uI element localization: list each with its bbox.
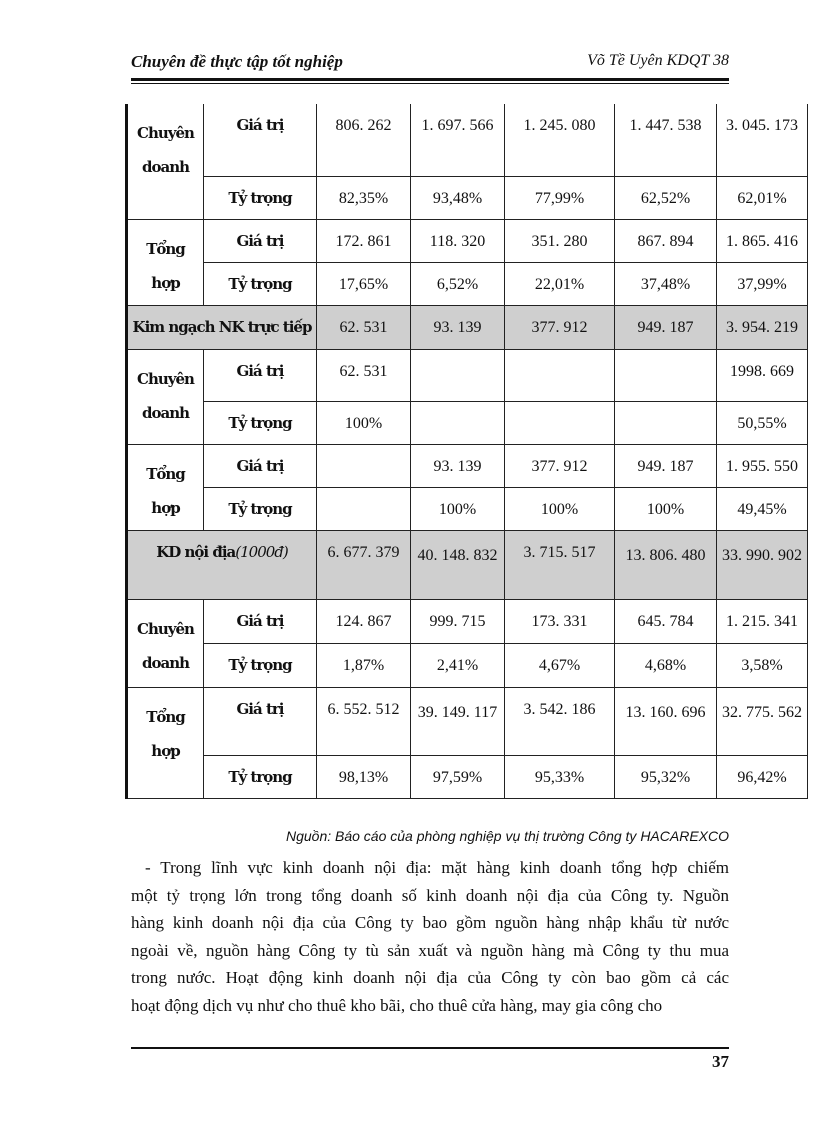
value-cell bbox=[317, 487, 411, 530]
value-cell: 172. 861 bbox=[317, 219, 411, 262]
value-cell bbox=[505, 401, 615, 444]
table-row bbox=[127, 104, 808, 176]
value-cell bbox=[411, 349, 505, 401]
value-cell: 33. 990. 902 bbox=[717, 530, 808, 599]
value-cell: 1998. 669 bbox=[717, 349, 808, 401]
group-label: Chuyên doanh bbox=[127, 349, 204, 444]
value-cell: 6. 677. 379 bbox=[317, 530, 411, 599]
paragraph-line: - Trong lĩnh vực kinh doanh nội địa: mặt hàng kinh doanh tổng hợp chiếm bbox=[145, 858, 729, 877]
metric-label: Giá trị bbox=[204, 687, 317, 755]
value-cell: 95,33% bbox=[505, 755, 615, 798]
value-cell: 6. 552. 512 bbox=[317, 687, 411, 755]
value-cell: 949. 187 bbox=[615, 444, 717, 487]
paragraph-line: hoạt động dịch vụ như cho thuê kho bãi, cho thuê cửa hàng, may gia công cho bbox=[131, 995, 663, 1015]
value-cell: 93,48% bbox=[411, 176, 505, 219]
section-title: KD nội địa bbox=[156, 542, 236, 561]
value-cell: 173. 331 bbox=[505, 599, 615, 643]
body-paragraph bbox=[131, 854, 729, 1019]
value-cell: 96,42% bbox=[717, 755, 808, 798]
section-label bbox=[127, 530, 317, 599]
metric-label: Tỷ trọng bbox=[204, 643, 317, 687]
value-cell: 17,65% bbox=[317, 262, 411, 305]
value-cell: 100% bbox=[615, 487, 717, 530]
value-cell: 37,48% bbox=[615, 262, 717, 305]
value-cell: 13. 806. 480 bbox=[615, 530, 717, 599]
value-cell: 39. 149. 117 bbox=[411, 687, 505, 755]
metric-label: Tỷ trọng bbox=[204, 755, 317, 798]
group-label: Chuyên doanh bbox=[127, 104, 204, 219]
header-rule-thin bbox=[131, 83, 729, 84]
value-cell: 867. 894 bbox=[615, 219, 717, 262]
value-cell: 124. 867 bbox=[317, 599, 411, 643]
value-cell bbox=[317, 444, 411, 487]
metric-label: Tỷ trọng bbox=[204, 176, 317, 219]
paragraph-line: ngoài về, nguồn hàng Công ty tù sản xuất và nguồn hàng mà Công ty thu mua bbox=[131, 940, 729, 960]
value-cell: 351. 280 bbox=[505, 219, 615, 262]
value-cell: 37,99% bbox=[717, 262, 808, 305]
value-cell: 645. 784 bbox=[615, 599, 717, 643]
table-section-row bbox=[127, 305, 808, 349]
value-cell: 13. 160. 696 bbox=[615, 687, 717, 755]
paragraph-line: một tỷ trọng lớn trong tổng doanh số kinh doanh nội địa của Công ty. Nguồn bbox=[131, 885, 729, 905]
group-label: Chuyên doanh bbox=[127, 599, 204, 687]
value-cell: 806. 262 bbox=[317, 104, 411, 176]
table-row bbox=[127, 262, 808, 305]
value-cell: 1. 697. 566 bbox=[411, 104, 505, 176]
value-cell: 1. 447. 538 bbox=[615, 104, 717, 176]
section-title: Kim ngạch NK trực tiếp bbox=[132, 317, 312, 336]
table-section-row bbox=[127, 530, 808, 599]
value-cell: 6,52% bbox=[411, 262, 505, 305]
table-row bbox=[127, 219, 808, 262]
metric-label: Giá trị bbox=[204, 349, 317, 401]
value-cell: 1. 215. 341 bbox=[717, 599, 808, 643]
value-cell: 62,01% bbox=[717, 176, 808, 219]
value-cell: 49,45% bbox=[717, 487, 808, 530]
table-row bbox=[127, 487, 808, 530]
value-cell: 4,68% bbox=[615, 643, 717, 687]
metric-label: Giá trị bbox=[204, 104, 317, 176]
value-cell: 118. 320 bbox=[411, 219, 505, 262]
page-header bbox=[131, 50, 729, 78]
value-cell: 100% bbox=[317, 401, 411, 444]
section-label bbox=[127, 305, 317, 349]
value-cell: 2,41% bbox=[411, 643, 505, 687]
metric-label: Tỷ trọng bbox=[204, 262, 317, 305]
table-row bbox=[127, 687, 808, 755]
value-cell: 62. 531 bbox=[317, 349, 411, 401]
value-cell: 4,67% bbox=[505, 643, 615, 687]
metric-label: Giá trị bbox=[204, 599, 317, 643]
group-label: Tổng hợp bbox=[127, 219, 204, 305]
value-cell: 82,35% bbox=[317, 176, 411, 219]
value-cell: 1. 865. 416 bbox=[717, 219, 808, 262]
metric-label: Tỷ trọng bbox=[204, 401, 317, 444]
section-unit: (1000đ) bbox=[235, 542, 288, 561]
value-cell: 93. 139 bbox=[411, 444, 505, 487]
value-cell: 100% bbox=[411, 487, 505, 530]
value-cell: 377. 912 bbox=[505, 444, 615, 487]
value-cell: 62,52% bbox=[615, 176, 717, 219]
value-cell: 62. 531 bbox=[317, 305, 411, 349]
value-cell: 3. 542. 186 bbox=[505, 687, 615, 755]
value-cell: 95,32% bbox=[615, 755, 717, 798]
metric-label: Giá trị bbox=[204, 219, 317, 262]
table-row bbox=[127, 444, 808, 487]
value-cell: 98,13% bbox=[317, 755, 411, 798]
metric-label: Giá trị bbox=[204, 444, 317, 487]
value-cell bbox=[505, 349, 615, 401]
value-cell: 97,59% bbox=[411, 755, 505, 798]
header-title: Chuyên đề thực tập tốt nghiệp bbox=[131, 52, 343, 71]
table-row bbox=[127, 643, 808, 687]
header-author: Võ Tề Uyên KDQT 38 bbox=[587, 52, 729, 69]
value-cell: 3. 045. 173 bbox=[717, 104, 808, 176]
value-cell: 949. 187 bbox=[615, 305, 717, 349]
value-cell: 77,99% bbox=[505, 176, 615, 219]
header-rule bbox=[131, 78, 729, 81]
value-cell: 22,01% bbox=[505, 262, 615, 305]
value-cell: 3. 954. 219 bbox=[717, 305, 808, 349]
value-cell: 1. 955. 550 bbox=[717, 444, 808, 487]
value-cell: 32. 775. 562 bbox=[717, 687, 808, 755]
value-cell: 50,55% bbox=[717, 401, 808, 444]
group-label: Tổng hợp bbox=[127, 687, 204, 798]
value-cell bbox=[615, 349, 717, 401]
value-cell: 999. 715 bbox=[411, 599, 505, 643]
value-cell: 93. 139 bbox=[411, 305, 505, 349]
value-cell: 3,58% bbox=[717, 643, 808, 687]
page-number: 37 bbox=[712, 1052, 729, 1071]
group-label: Tổng hợp bbox=[127, 444, 204, 530]
source-note: Nguồn: Báo cáo của phòng nghiệp vụ thị trường Công ty HACAREXCO bbox=[285, 828, 729, 844]
table-row bbox=[127, 401, 808, 444]
table-row bbox=[127, 176, 808, 219]
table-row bbox=[127, 599, 808, 643]
footer-rule bbox=[131, 1047, 729, 1049]
metric-label: Tỷ trọng bbox=[204, 487, 317, 530]
value-cell: 100% bbox=[505, 487, 615, 530]
table-row bbox=[127, 755, 808, 798]
paragraph-line: trong nước. Hoạt động kinh doanh nội địa của Công ty còn bao gồm cả các bbox=[131, 968, 729, 987]
value-cell bbox=[411, 401, 505, 444]
value-cell: 1. 245. 080 bbox=[505, 104, 615, 176]
paragraph-line: hàng kinh doanh nội địa của Công ty bao gồm nguồn hàng nhập khẩu từ nước bbox=[131, 913, 729, 932]
data-table bbox=[125, 104, 808, 799]
value-cell: 40. 148. 832 bbox=[411, 530, 505, 599]
value-cell: 3. 715. 517 bbox=[505, 530, 615, 599]
value-cell: 1,87% bbox=[317, 643, 411, 687]
table-row bbox=[127, 349, 808, 401]
value-cell: 377. 912 bbox=[505, 305, 615, 349]
value-cell bbox=[615, 401, 717, 444]
